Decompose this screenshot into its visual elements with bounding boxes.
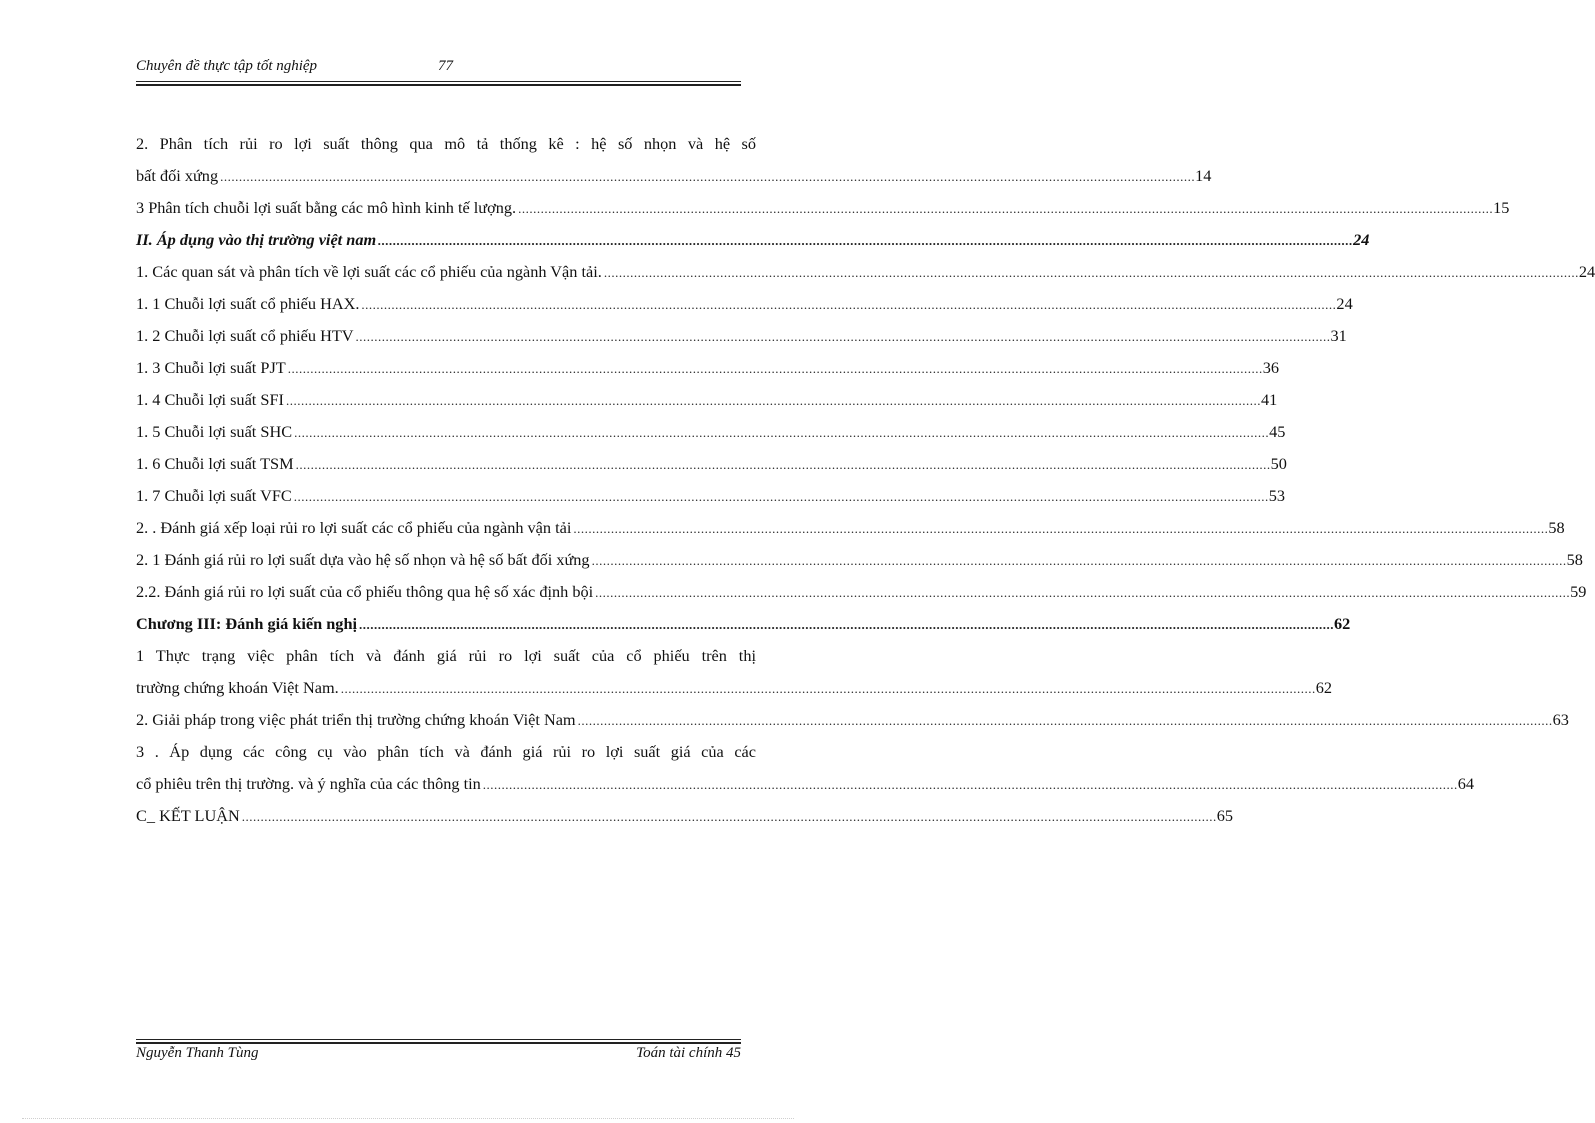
toc-entry-title: 1. 6 Chuỗi lợi suất TSM bbox=[136, 454, 294, 473]
toc-entry-title: bất đối xứng bbox=[136, 166, 219, 185]
toc-entry bbox=[136, 800, 1233, 832]
toc-entry bbox=[136, 320, 1347, 352]
toc-entry-page: 58 bbox=[1566, 550, 1583, 569]
toc-entry-title: C_ KẾT LUẬN bbox=[136, 806, 240, 825]
toc-dot-leader: .................................................................................................................................................................................................................................................................... bbox=[241, 809, 1217, 824]
toc-entry-page: 53 bbox=[1268, 486, 1286, 505]
toc-entry-title: Chương III: Đánh giá kiến nghị bbox=[136, 614, 358, 633]
page-header bbox=[136, 58, 741, 80]
toc-entry bbox=[136, 672, 1332, 704]
toc-entry-title: cổ phiêu trên thị trường. và ý nghĩa của các thông tin bbox=[136, 774, 481, 793]
toc-entry-page: 24 bbox=[1578, 262, 1595, 281]
toc-entry-title: 2. Giải pháp trong việc phát triển thị trường chứng khoán Việt Nam bbox=[136, 710, 576, 729]
toc-entry bbox=[136, 160, 1212, 192]
page-edge-line bbox=[22, 1118, 794, 1119]
toc-entry-page: 62 bbox=[1315, 678, 1332, 697]
toc-entry-title: 1. 7 Chuỗi lợi suất VFC bbox=[136, 486, 292, 505]
toc-dot-leader: .................................................................................................................................................................................................................................................................... bbox=[340, 681, 1316, 696]
toc-chapter-heading bbox=[136, 608, 1351, 640]
toc-entry bbox=[136, 352, 1280, 384]
toc-entry bbox=[136, 736, 756, 768]
toc-entry bbox=[136, 288, 1353, 320]
toc-entry-title: 1. 2 Chuỗi lợi suất cổ phiếu HTV bbox=[136, 326, 354, 345]
toc-entry-page: 31 bbox=[1330, 326, 1347, 345]
toc-entry-title: 1. Các quan sát và phân tích về lợi suất các cổ phiếu của ngành Vận tải. bbox=[136, 262, 602, 281]
toc-entry-page: 24 bbox=[1353, 230, 1370, 249]
toc-entry-title: 2. Phân tích rủi ro lợi suất thông qua mô tả thống kê : hệ số nhọn và hệ số bbox=[136, 134, 756, 153]
toc-entry-page: 58 bbox=[1548, 518, 1565, 537]
page-footer bbox=[136, 1045, 741, 1067]
course-name: Toán tài chính 45 bbox=[636, 1045, 741, 1061]
toc-dot-leader: .................................................................................................................................................................................................................................................................... bbox=[287, 361, 1263, 376]
toc-entry-title: II. Áp dụng vào thị trường việt nam bbox=[136, 230, 377, 249]
toc-entry-page: 65 bbox=[1216, 806, 1233, 825]
toc-entry bbox=[136, 128, 756, 160]
toc-entry bbox=[136, 480, 1286, 512]
toc-entry-page: 62 bbox=[1334, 614, 1351, 633]
toc-dot-leader: .................................................................................................................................................................................................................................................................... bbox=[285, 393, 1261, 408]
toc-dot-leader: .................................................................................................................................................................................................................................................................... bbox=[355, 329, 1331, 344]
toc-entry bbox=[136, 768, 1475, 800]
toc-dot-leader: .................................................................................................................................................................................................................................................................... bbox=[591, 553, 1567, 568]
toc-entry bbox=[136, 192, 1510, 224]
toc-entry-title: trường chứng khoán Việt Nam. bbox=[136, 678, 339, 697]
toc-entry bbox=[136, 512, 1565, 544]
toc-entry-page: 14 bbox=[1195, 166, 1212, 185]
toc-entry bbox=[136, 576, 1587, 608]
toc-entry-page: 36 bbox=[1262, 358, 1280, 377]
toc-dot-leader: .................................................................................................................................................................................................................................................................... bbox=[518, 201, 1494, 216]
toc-dot-leader: .................................................................................................................................................................................................................................................................... bbox=[295, 457, 1271, 472]
toc-dot-leader: .................................................................................................................................................................................................................................................................... bbox=[577, 713, 1553, 728]
toc-entry bbox=[136, 640, 756, 672]
author-name: Nguyễn Thanh Tùng bbox=[136, 1045, 259, 1061]
toc-entry-title: 3 . Áp dụng các công cụ vào phân tích và đánh giá rủi ro lợi suất giá của các bbox=[136, 742, 756, 761]
toc-dot-leader: .................................................................................................................................................................................................................................................................... bbox=[603, 265, 1579, 280]
toc-entry-title: 3 Phân tích chuỗi lợi suất bằng các mô hình kinh tế lượng. bbox=[136, 198, 517, 217]
toc-entry-title: 2. . Đánh giá xếp loại rủi ro lợi suất các cổ phiếu của ngành vận tải bbox=[136, 518, 572, 537]
toc-entry-page: 15 bbox=[1493, 198, 1510, 217]
toc-entry-page: 64 bbox=[1457, 774, 1475, 793]
toc-entry-page: 59 bbox=[1570, 582, 1587, 601]
toc-entry-title: 2.2. Đánh giá rủi ro lợi suất của cổ phiếu thông qua hệ số xác định bội bbox=[136, 582, 594, 601]
toc-entry bbox=[136, 544, 1583, 576]
toc-dot-leader: .................................................................................................................................................................................................................................................................... bbox=[220, 169, 1196, 184]
toc-dot-leader: .................................................................................................................................................................................................................................................................... bbox=[293, 489, 1269, 504]
toc-entry-title: 1. 1 Chuỗi lợi suất cổ phiếu HAX. bbox=[136, 294, 360, 313]
toc-entry-page: 45 bbox=[1269, 422, 1286, 441]
toc-entry-page: 24 bbox=[1336, 294, 1353, 313]
toc-entry-title: 1. 4 Chuỗi lợi suất SFI bbox=[136, 390, 284, 409]
toc-entry bbox=[136, 416, 1286, 448]
toc-entry-page: 63 bbox=[1552, 710, 1569, 729]
toc-entry bbox=[136, 448, 1287, 480]
document-title: Chuyên đề thực tập tốt nghiệp bbox=[136, 58, 318, 74]
toc-dot-leader: .................................................................................................................................................................................................................................................................... bbox=[573, 521, 1549, 536]
toc-entry-title: 1. 3 Chuỗi lợi suất PJT bbox=[136, 358, 286, 377]
toc-dot-leader: .................................................................................................................................................................................................................................................................... bbox=[359, 617, 1335, 632]
toc-entry-title: 2. 1 Đánh giá rủi ro lợi suất dựa vào hệ số nhọn và hệ số bất đối xứng bbox=[136, 550, 590, 569]
toc-entry-page: 41 bbox=[1260, 390, 1278, 409]
page-number: 77 bbox=[438, 58, 453, 74]
toc-section-heading bbox=[136, 224, 1370, 256]
footer-divider bbox=[136, 1039, 741, 1044]
toc-entry bbox=[136, 256, 1595, 288]
toc-dot-leader: .................................................................................................................................................................................................................................................................... bbox=[595, 585, 1571, 600]
toc-dot-leader: .................................................................................................................................................................................................................................................................... bbox=[361, 297, 1337, 312]
toc-entry-page: 50 bbox=[1270, 454, 1287, 473]
toc-entry-title: 1. 5 Chuỗi lợi suất SHC bbox=[136, 422, 293, 441]
toc-dot-leader: .................................................................................................................................................................................................................................................................... bbox=[482, 777, 1458, 792]
header-divider bbox=[136, 81, 741, 86]
table-of-contents bbox=[136, 128, 1595, 832]
toc-entry-title: 1 Thực trạng việc phân tích và đánh giá rủi ro lợi suất của cổ phiếu trên thị bbox=[136, 646, 756, 665]
toc-entry bbox=[136, 704, 1569, 736]
toc-dot-leader: .................................................................................................................................................................................................................................................................... bbox=[378, 233, 1354, 248]
toc-entry bbox=[136, 384, 1278, 416]
toc-dot-leader: .................................................................................................................................................................................................................................................................... bbox=[294, 425, 1270, 440]
